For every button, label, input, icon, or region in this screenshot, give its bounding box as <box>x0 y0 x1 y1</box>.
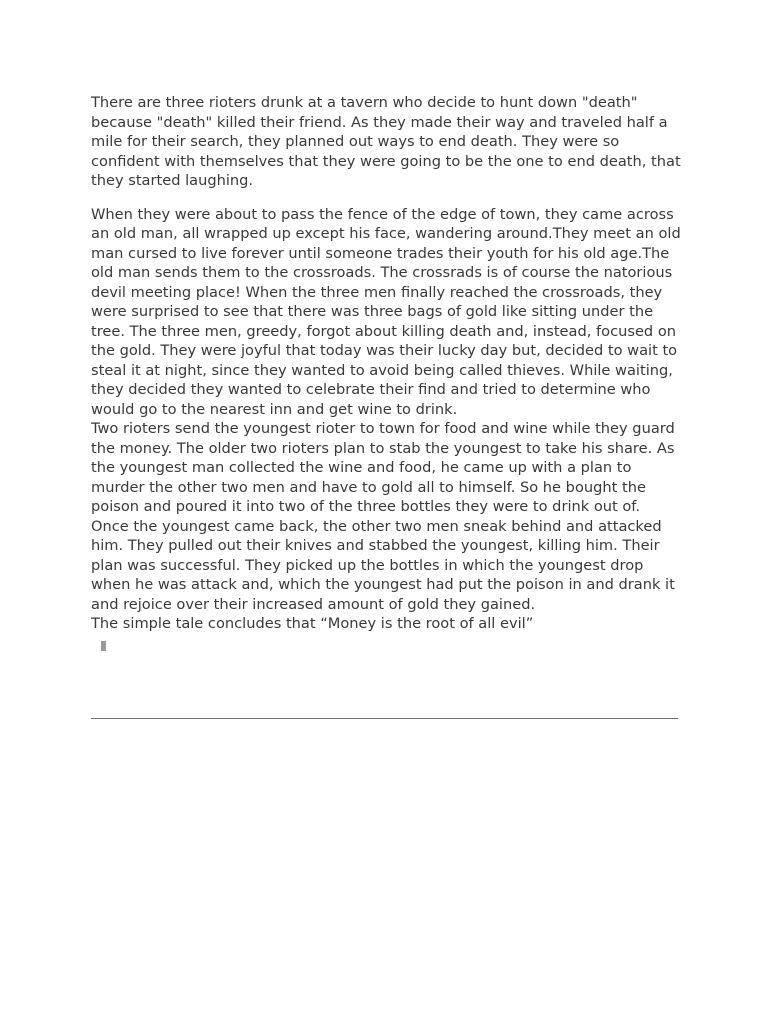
document-body <box>91 93 681 658</box>
text-cursor-icon <box>101 641 106 651</box>
paragraph-old-man: When they were about to pass the fence of the edge of town, they came across an old man, all wrapped up except his face, wandering around.They meet an old man cursed to live forever until someone trades their youth for his old age.The old man sends them to the crossroads. The crossrads is of course the natorious devil meeting place! When the three men finally reached the crossroads, they were surprised to see that there was three bags of gold like sitting under the tree. The three men, greedy, forgot about killing death and, instead, focused on the gold. They were joyful that today was their lucky day but, decided to wait to steal it at night, since they wanted to avoid being called thieves. While waiting, they decided they wanted to celebrate their find and tried to determine who would go to the nearest inn and get wine to drink. <box>91 205 681 418</box>
text-cursor-row[interactable] <box>91 636 681 658</box>
paragraph-rioters-plan: Two rioters send the youngest rioter to town for food and wine while they guard the money. The older two rioters plan to stab the youngest to take his share. As the youngest man collected the wine and food, he came up with a plan to murder the other two men and have to gold all to himself. So he bought the poison and poured it into two of the three bottles they were to drink out of. <box>91 420 675 515</box>
paragraph-ending: Once the youngest came back, the other two men sneak behind and attacked him. They pulled out their knives and stabbed the youngest, killing him. Their plan was successful. They picked up the bottles in which the youngest drop when he was attack and, which the youngest had put the poison in and drank it and rejoice over their increased amount of gold they gained. <box>91 517 675 613</box>
paragraph-intro: There are three rioters drunk at a tavern who decide to hunt down "death" because "death" killed their friend. As they made their way and traveled half a mile for their search, they planned out ways to end death. They were so confident with themselves that they were going to be the one to end death, that they started laughing. <box>91 94 681 189</box>
paragraph-conclusion: The simple tale concludes that “Money is the root of all evil” <box>91 615 534 632</box>
paragraph-spacer <box>91 191 681 205</box>
horizontal-divider <box>91 718 678 719</box>
